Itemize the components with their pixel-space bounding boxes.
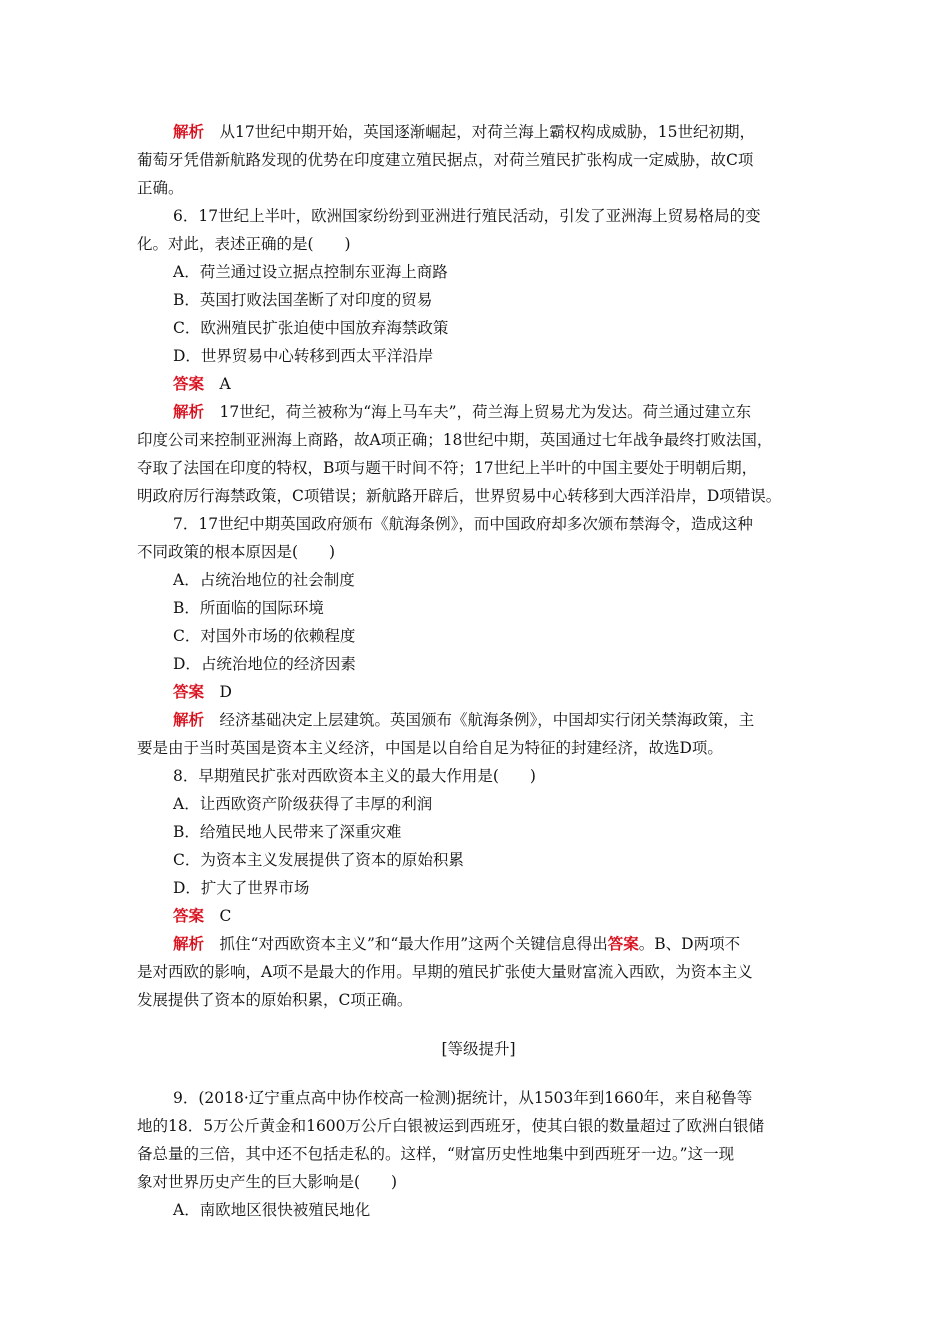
question-6-option-b: B．英国打败法国垄断了对印度的贸易	[173, 291, 433, 309]
answer-value: D	[219, 683, 232, 701]
explanation-5-line-1: 解析 从17世纪中期开始，英国逐渐崛起，对荷兰海上霸权构成威胁，15世纪初期，	[173, 122, 755, 141]
answer-keyword: 答案	[607, 934, 639, 953]
question-8-option-b: B．给殖民地人民带来了深重灾难	[173, 823, 402, 841]
question-6-explanation-3: 夺取了法国在印度的特权，B项与题干时间不符；17世纪上半叶的中国主要处于明朝后期，	[137, 459, 758, 477]
question-6-answer	[173, 370, 231, 398]
explanation-5-line-3: 正确。	[137, 179, 184, 197]
question-7-explanation-2: 要是由于当时英国是资本主义经济，中国是以自给自足为特征的封建经济，故选D项。	[137, 739, 723, 757]
question-9-stem-2: 地的18．5万公斤黄金和1600万公斤白银被运到西班牙，使其白银的数量超过了欧洲白银储	[137, 1117, 765, 1135]
question-6-option-d: D．世界贸易中心转移到西太平洋沿岸	[173, 347, 434, 365]
answer-label: 答案	[173, 682, 205, 701]
explanation-label: 解析	[173, 934, 205, 953]
answer-value: C	[219, 907, 232, 925]
explanation-label: 解析	[173, 122, 205, 141]
question-9-stem-3: 备总量的三倍，其中还不包括走私的。这样，“财富历史性地集中到西班牙一边。”这一现	[137, 1145, 735, 1163]
question-8-answer	[173, 902, 231, 930]
question-6-explanation-2: 印度公司来控制亚洲海上商路，故A项正确；18世纪中期，英国通过七年战争最终打败法国，	[137, 431, 773, 449]
answer-value: A	[219, 375, 231, 393]
question-8-explanation-2: 是对西欧的影响，A项不是最大的作用。早期的殖民扩张使大量财富流入西欧，为资本主义	[137, 963, 753, 981]
question-6-stem-1: 6．17世纪上半叶，欧洲国家纷纷到亚洲进行殖民活动，引发了亚洲海上贸易格局的变	[173, 207, 761, 225]
question-8-explanation-3: 发展提供了资本的原始积累，C项正确。	[137, 991, 413, 1009]
question-7-option-c: C．对国外市场的依赖程度	[173, 627, 356, 645]
question-7-stem-1: 7．17世纪中期英国政府颁布《航海条例》，而中国政府却多次颁布禁海令，造成这种	[173, 515, 753, 533]
question-6-stem-2: 化。对此，表述正确的是( )	[137, 235, 351, 253]
question-6-explanation-4: 明政府厉行海禁政策，C项错误；新航路开辟后，世界贸易中心转移到大西洋沿岸，D项错误。	[137, 487, 782, 505]
section-title: [等级提升]	[441, 1040, 516, 1058]
question-8-option-c: C．为资本主义发展提供了资本的原始积累	[173, 851, 464, 869]
question-6-option-c: C．欧洲殖民扩张迫使中国放弃海禁政策	[173, 319, 449, 337]
question-7-answer	[173, 678, 232, 706]
question-7-option-b: B．所面临的国际环境	[173, 599, 324, 617]
question-7-stem-2: 不同政策的根本原因是( )	[137, 543, 336, 561]
question-6-option-a: A．荷兰通过设立据点控制东亚海上商路	[173, 263, 448, 281]
question-8-explanation-1: 解析 抓住“对西欧资本主义”和“最大作用”这两个关键信息得出答案。B、D两项不	[173, 934, 741, 953]
question-7-explanation-1: 解析 经济基础决定上层建筑。英国颁布《航海条例》，中国却实行闭关禁海政策，主	[173, 710, 755, 729]
question-7-option-a: A．占统治地位的社会制度	[173, 571, 355, 589]
explanation-5-line-2: 葡萄牙凭借新航路发现的优势在印度建立殖民据点，对荷兰殖民扩张构成一定威胁，故C项	[137, 151, 754, 169]
answer-label: 答案	[173, 906, 205, 925]
question-6-explanation-1: 解析 17世纪，荷兰被称为“海上马车夫”，荷兰海上贸易尤为发达。荷兰通过建立东	[173, 402, 752, 421]
explanation-label: 解析	[173, 402, 205, 421]
answer-label: 答案	[173, 374, 205, 393]
question-8-option-a: A．让西欧资产阶级获得了丰厚的利润	[173, 795, 433, 813]
question-7-option-d: D．占统治地位的经济因素	[173, 655, 356, 673]
question-9-stem-1: 9．(2018·辽宁重点高中协作校高一检测)据统计，从1503年到1660年，来自秘鲁等	[173, 1089, 753, 1107]
question-9-stem-4: 象对世界历史产生的巨大影响是( )	[137, 1173, 398, 1191]
question-9-option-a: A．南欧地区很快被殖民地化	[173, 1201, 371, 1219]
question-8-option-d: D．扩大了世界市场	[173, 879, 310, 897]
explanation-label: 解析	[173, 710, 205, 729]
question-8-stem-1: 8．早期殖民扩张对西欧资本主义的最大作用是( )	[173, 767, 536, 785]
